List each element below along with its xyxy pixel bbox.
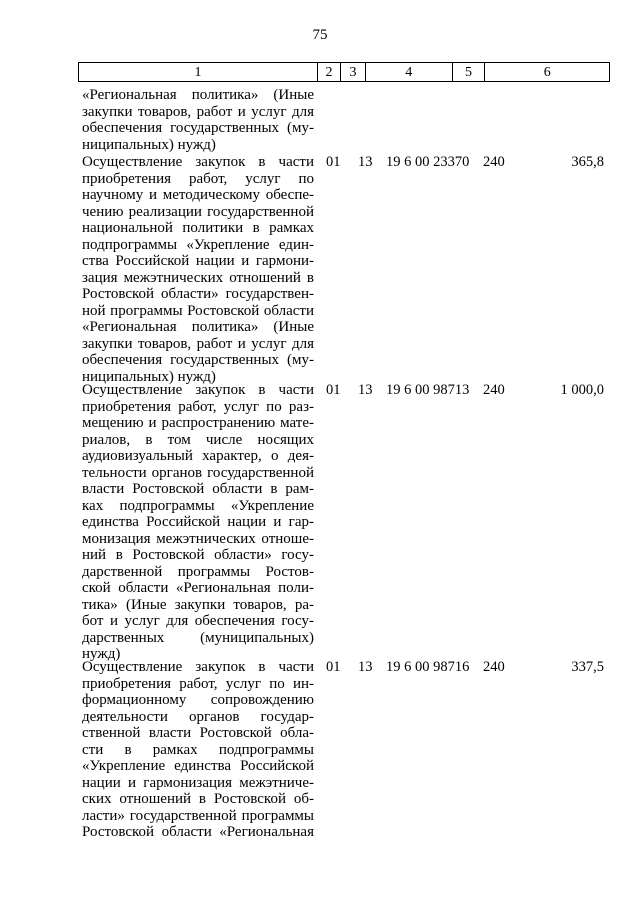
text-line: дарственной программы Ростов- <box>82 563 314 580</box>
text-line: зация межэтнических отношений в <box>82 269 314 286</box>
text-line: ний в Ростовской области» госу- <box>82 547 314 563</box>
text-line: научному и методическому обеспе- <box>82 187 314 203</box>
text-line: монизация межэтнических отноше- <box>82 530 314 547</box>
text-line: дарственных (муниципальных) <box>82 629 314 646</box>
table-row-3-sum: 337,5 <box>571 659 604 675</box>
text-line: сти в рамках подпрограммы <box>82 741 314 758</box>
table-row-3-type: 240 <box>483 659 505 675</box>
table-row-2-section: 01 <box>326 382 341 398</box>
text-line: приобретения работ, услуг по ин- <box>82 675 314 692</box>
text-line: ной программы Ростовской области <box>82 302 314 319</box>
table-row-3-description <box>82 659 314 841</box>
text-line: ласти» государственной программы <box>82 807 314 824</box>
text-line: формационному сопровождению <box>82 692 314 708</box>
text-line: национальной политики в рамках <box>82 220 314 236</box>
table-row-2-sum: 1 000,0 <box>560 382 604 398</box>
text-line: мещению и распространению мате- <box>82 415 314 431</box>
header-col-5: 5 <box>453 63 486 81</box>
table-row-1-code: 19 6 00 23370 <box>386 154 470 170</box>
text-line: закупки товаров, работ и услуг для <box>82 335 314 352</box>
text-line: ской области «Региональная поли- <box>82 580 314 596</box>
text-line: ственной власти Ростовской обла- <box>82 725 314 741</box>
header-col-4: 4 <box>366 63 453 81</box>
text-line: ства Российской нации и гармони- <box>82 253 314 269</box>
text-line: бот и услуг для обеспечения госу- <box>82 613 314 629</box>
header-col-3: 3 <box>341 63 366 81</box>
continuation-text <box>82 87 314 153</box>
header-col-2: 2 <box>318 63 341 81</box>
text-line: «Региональная политика» (Иные <box>82 319 314 335</box>
text-line: ских отношений в Ростовской об- <box>82 791 314 807</box>
text-line: обеспечения государственных (му- <box>82 352 314 368</box>
table-row-3-code: 19 6 00 98716 <box>386 659 470 675</box>
text-line: приобретения работ, услуг по раз- <box>82 398 314 415</box>
text-line: Осуществление закупок в части <box>82 154 314 170</box>
table-row-1-section: 01 <box>326 154 341 170</box>
text-line: нации и гармонизация межэтниче- <box>82 774 314 791</box>
table-row-2-subsection: 13 <box>358 382 373 398</box>
text-line: нужд) <box>82 646 121 662</box>
text-line: «Региональная политика» (Иные <box>82 87 314 103</box>
text-line: ниципальных) нужд) <box>82 136 216 153</box>
table-row-2-description <box>82 382 314 663</box>
text-line: аудиовизуальный характер, о дея- <box>82 448 314 464</box>
text-line: риалов, в том числе носящих <box>82 431 314 448</box>
text-line: ках подпрограммы «Укрепление <box>82 497 314 514</box>
text-line: деятельности органов государ- <box>82 708 314 725</box>
text-line: «Укрепление единства Российской <box>82 758 314 774</box>
text-line: Ростовской области «Региональная <box>82 824 314 840</box>
text-line: Осуществление закупок в части <box>82 382 314 398</box>
header-col-1: 1 <box>79 63 318 81</box>
table-row-2-type: 240 <box>483 382 505 398</box>
table-row-1-description <box>82 154 314 385</box>
table-row-3-section: 01 <box>326 659 341 675</box>
page-number: 75 <box>312 27 328 43</box>
text-line: Осуществление закупок в части <box>82 659 314 675</box>
text-line: приобретения работ, услуг по <box>82 170 314 187</box>
table-row-1-sum: 365,8 <box>571 154 604 170</box>
text-line: ниципальных) нужд) <box>82 368 216 385</box>
table-row-2-code: 19 6 00 98713 <box>386 382 470 398</box>
text-line: закупки товаров, работ и услуг для <box>82 103 314 120</box>
text-line: тельности органов государственной <box>82 464 314 481</box>
table-row-3-subsection: 13 <box>358 659 373 675</box>
text-line: тика» (Иные закупки товаров, ра- <box>82 596 314 613</box>
table-header <box>78 62 610 82</box>
table-row-1-subsection: 13 <box>358 154 373 170</box>
text-line: Ростовской области» государствен- <box>82 286 314 302</box>
text-line: обеспечения государственных (му- <box>82 120 314 136</box>
text-line: чению реализации государственной <box>82 203 314 220</box>
text-line: подпрограммы «Укрепление един- <box>82 236 314 253</box>
text-line: единства Российской нации и гар- <box>82 514 314 530</box>
header-col-6: 6 <box>543 65 551 80</box>
table-row-1-type: 240 <box>483 154 505 170</box>
text-line: власти Ростовской области в рам- <box>82 481 314 497</box>
